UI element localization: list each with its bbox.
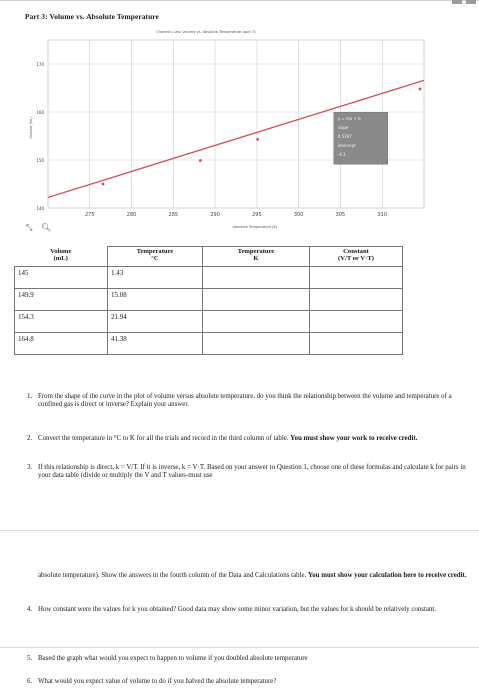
cell-temp-k[interactable] bbox=[203, 333, 310, 355]
x-tick-label: 275 bbox=[85, 212, 95, 218]
x-axis-label: Absolute Temperature (K) bbox=[232, 225, 278, 229]
question-3-continued bbox=[27, 572, 467, 580]
page-break-line bbox=[0, 647, 479, 648]
top-rule bbox=[0, 0, 479, 1]
question-emphasis: You must show your calculation here to receive credit. bbox=[308, 572, 467, 579]
corner-mark bbox=[466, 0, 476, 4]
data-table bbox=[14, 246, 403, 355]
question-body bbox=[38, 572, 467, 580]
table-row bbox=[15, 289, 403, 311]
question-text: Convert the temperature in °C to K for all the trials and record in the third column of table. bbox=[38, 435, 289, 442]
cell-constant[interactable] bbox=[310, 311, 403, 333]
x-tick-label: 290 bbox=[210, 212, 220, 218]
table-row bbox=[15, 311, 403, 333]
cell-temp-c: 15.08 bbox=[108, 289, 203, 311]
header-volume bbox=[15, 247, 108, 267]
header-unit: (mL) bbox=[53, 254, 68, 262]
question-2 bbox=[27, 435, 467, 443]
cell-temp-c: 1.43 bbox=[108, 267, 203, 289]
header-label: Volume bbox=[50, 247, 72, 255]
chart-toolbar bbox=[26, 223, 57, 233]
question-5 bbox=[27, 655, 467, 663]
header-label: Constant bbox=[343, 248, 369, 255]
question-6 bbox=[27, 678, 467, 686]
cell-constant[interactable] bbox=[310, 289, 403, 311]
page-title: Part 3: Volume vs. Absolute Temperature bbox=[25, 12, 159, 21]
question-text: Based the graph what would you expect to happen to volume if you doubled absolute temperature bbox=[38, 655, 308, 662]
question-number: 2. bbox=[27, 435, 33, 442]
x-tick-label: 295 bbox=[252, 212, 262, 218]
question-number: 3. bbox=[27, 464, 33, 471]
data-point bbox=[199, 159, 202, 162]
chart bbox=[24, 22, 430, 230]
header-unit: (V/T or V·T) bbox=[338, 255, 374, 262]
fit-box-text: 0.5397 bbox=[337, 134, 352, 140]
question-text: From the shape of the curve in the plot of volume versus absolute temperature, do you think the relationship between the volume and temperature of a confined gas is direct or inverse? Explain your answer. bbox=[38, 393, 452, 409]
reset-icon[interactable]: ⤡ bbox=[26, 223, 33, 232]
cell-temp-c: 21.94 bbox=[108, 311, 203, 333]
question-number: 6. bbox=[27, 678, 33, 685]
table-header-row bbox=[15, 247, 403, 267]
question-body bbox=[38, 435, 467, 443]
header-constant bbox=[310, 247, 403, 267]
question-text: What would you expect value of volume to do if you halved the absolute temperature? bbox=[38, 678, 277, 685]
y-tick-label: 140 bbox=[36, 206, 44, 211]
chart-title: Charles's Law: Volume vs. Absolute Temperature (part 3) bbox=[156, 30, 256, 34]
question-text: absolute temperature). Show the answers in the fourth column of the Data and Calculations table. bbox=[38, 572, 307, 579]
page-break-line bbox=[0, 530, 479, 531]
x-tick-label: 300 bbox=[293, 212, 304, 218]
question-number: 4. bbox=[27, 606, 33, 613]
cell-constant[interactable] bbox=[310, 333, 403, 355]
header-unit: K bbox=[253, 255, 259, 262]
cell-temp-k[interactable] bbox=[203, 267, 310, 289]
cell-volume: 164.8 bbox=[15, 333, 108, 355]
corner-mark bbox=[452, 0, 462, 4]
header-label: Temperature bbox=[237, 248, 275, 255]
x-tick-label: 280 bbox=[126, 212, 137, 218]
header-unit: °C bbox=[151, 255, 159, 262]
question-1 bbox=[27, 393, 467, 410]
cell-temp-k[interactable] bbox=[203, 289, 310, 311]
cell-temp-k[interactable] bbox=[203, 311, 310, 333]
question-text: How constant were the values for k you obtained? Good data may show some minor variation, but the values for k should be relatively constant. bbox=[38, 606, 437, 613]
x-tick-label: 305 bbox=[335, 212, 346, 218]
question-text: If this relationship is direct, k = V/T. If it is inverse, k = V·T. Based on your answer to Question 1, choose one of these formulas and calculate k for pairs in your data table (divide or multiply the V and T values-must use bbox=[38, 464, 466, 480]
fit-box-text: slope bbox=[337, 125, 349, 131]
cell-volume: 145 bbox=[15, 267, 108, 289]
cell-volume: 149.9 bbox=[15, 289, 108, 311]
cell-constant[interactable] bbox=[310, 267, 403, 289]
x-tick-label: 285 bbox=[168, 212, 179, 218]
header-temp-k bbox=[203, 247, 310, 267]
question-emphasis: You must show your work to receive credit. bbox=[290, 435, 418, 442]
table-row bbox=[15, 267, 403, 289]
x-tick-label: 310 bbox=[377, 212, 387, 218]
table-row bbox=[15, 333, 403, 355]
question-4 bbox=[27, 606, 467, 614]
question-number: 5. bbox=[27, 655, 33, 662]
fit-box-text: -4.3 bbox=[337, 152, 346, 158]
y-tick-label: 150 bbox=[36, 158, 44, 163]
cell-volume: 154.3 bbox=[15, 311, 108, 333]
chart-area bbox=[24, 22, 430, 230]
header-label: Temperature bbox=[136, 248, 174, 255]
y-tick-label: 160 bbox=[36, 110, 44, 115]
fit-box-text: intercept bbox=[337, 143, 356, 149]
data-point bbox=[102, 183, 105, 186]
question-number: 1. bbox=[27, 393, 33, 400]
y-tick-label: 170 bbox=[36, 62, 44, 67]
zoom-icon[interactable]: 🔍︎ bbox=[40, 223, 52, 232]
data-point bbox=[419, 88, 422, 91]
header-temp-c bbox=[108, 247, 203, 267]
fit-box-text: y = mx + b bbox=[337, 116, 361, 122]
cell-temp-c: 41.38 bbox=[108, 333, 203, 355]
data-point bbox=[256, 138, 259, 141]
y-axis-label: Volume (mL) bbox=[29, 116, 33, 139]
question-3 bbox=[27, 464, 467, 481]
